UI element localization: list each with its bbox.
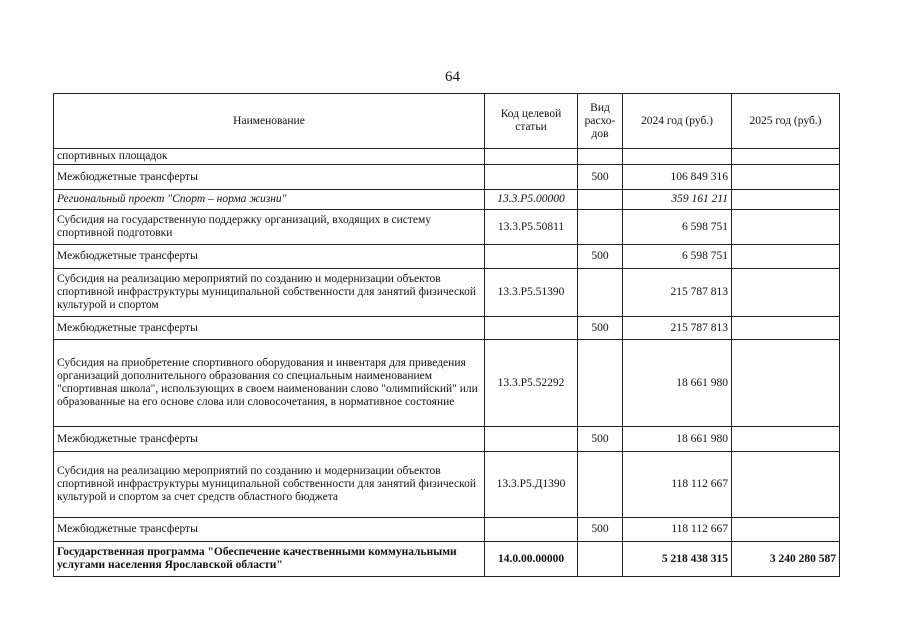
row-type-cell <box>578 149 623 165</box>
row-2025-cell <box>732 190 840 210</box>
row-2024-cell: 6 598 751 <box>623 210 732 245</box>
row-name-cell: Государственная программа "Обеспечение качественными коммунальными услугами населения Ярославской области" <box>54 542 485 577</box>
row-code-cell <box>485 317 578 340</box>
row-name-cell: спортивных площадок <box>54 149 485 165</box>
row-2024-cell: 106 849 316 <box>623 165 732 190</box>
table-row <box>54 340 840 427</box>
row-2024-cell: 215 787 813 <box>623 317 732 340</box>
row-2025-cell <box>732 427 840 452</box>
row-name-cell: Межбюджетные трансферты <box>54 245 485 269</box>
row-2024-cell: 359 161 211 <box>623 190 732 210</box>
table-row <box>54 269 840 317</box>
row-type-cell <box>578 210 623 245</box>
row-code-cell <box>485 427 578 452</box>
row-code-cell: 13.3.Р5.52292 <box>485 340 578 427</box>
row-type-cell: 500 <box>578 317 623 340</box>
row-2025-cell <box>732 149 840 165</box>
row-2024-cell: 18 661 980 <box>623 427 732 452</box>
table-header-row <box>54 94 840 149</box>
row-code-cell <box>485 165 578 190</box>
row-2025-cell <box>732 518 840 542</box>
page-number: 64 <box>445 69 460 85</box>
row-name-cell: Субсидия на приобретение спортивного оборудования и инвентаря для приведения организаций дополнительного образования со специальным наименованием "спортивная школа", использующих в своем наименовании слово "олимпийский" или образованные на его основе слова или словосочетания, в нормативное состояние <box>54 340 485 427</box>
row-type-cell: 500 <box>578 245 623 269</box>
row-2024-cell: 118 112 667 <box>623 518 732 542</box>
row-code-cell <box>485 245 578 269</box>
row-2025-cell <box>732 452 840 518</box>
row-type-cell: 500 <box>578 518 623 542</box>
row-2025-cell <box>732 245 840 269</box>
budget-table <box>53 93 840 577</box>
row-name-cell: Межбюджетные трансферты <box>54 165 485 190</box>
table-row <box>54 165 840 190</box>
row-type-cell <box>578 542 623 577</box>
row-2025-cell <box>732 165 840 190</box>
row-type-cell: 500 <box>578 427 623 452</box>
table-row <box>54 317 840 340</box>
table-row <box>54 190 840 210</box>
table-row <box>54 542 840 577</box>
row-2024-cell: 5 218 438 315 <box>623 542 732 577</box>
row-2025-cell <box>732 317 840 340</box>
row-type-cell: 500 <box>578 165 623 190</box>
row-name-cell: Межбюджетные трансферты <box>54 317 485 340</box>
row-2025-cell: 3 240 280 587 <box>732 542 840 577</box>
table-row <box>54 427 840 452</box>
table-row <box>54 149 840 165</box>
row-name-cell: Региональный проект "Спорт – норма жизни" <box>54 190 485 210</box>
row-2025-cell <box>732 210 840 245</box>
table-row <box>54 518 840 542</box>
row-name-cell: Межбюджетные трансферты <box>54 518 485 542</box>
row-type-cell <box>578 452 623 518</box>
row-type-cell <box>578 269 623 317</box>
row-code-cell: 13.3.Р5.00000 <box>485 190 578 210</box>
table-body <box>54 149 840 577</box>
header-name: Наименование <box>54 94 485 149</box>
row-code-cell <box>485 149 578 165</box>
row-name-cell: Субсидия на государственную поддержку организаций, входящих в систему спортивной подготовки <box>54 210 485 245</box>
row-code-cell <box>485 518 578 542</box>
row-name-cell: Межбюджетные трансферты <box>54 427 485 452</box>
row-2024-cell: 18 661 980 <box>623 340 732 427</box>
row-2025-cell <box>732 340 840 427</box>
row-code-cell: 13.3.Р5.51390 <box>485 269 578 317</box>
row-code-cell: 14.0.00.00000 <box>485 542 578 577</box>
row-name-cell: Субсидия на реализацию мероприятий по созданию и модернизации объектов спортивной инфраструктуры муниципальной собственности для занятий физической культурой и спортом <box>54 269 485 317</box>
row-type-cell <box>578 190 623 210</box>
row-code-cell: 13.3.Р5.Д1390 <box>485 452 578 518</box>
row-2025-cell <box>732 269 840 317</box>
row-type-cell <box>578 340 623 427</box>
header-type: Вид расхо-дов <box>578 94 623 149</box>
header-2025: 2025 год (руб.) <box>732 94 840 149</box>
row-2024-cell: 118 112 667 <box>623 452 732 518</box>
table-row <box>54 245 840 269</box>
row-code-cell: 13.3.Р5.50811 <box>485 210 578 245</box>
row-2024-cell: 6 598 751 <box>623 245 732 269</box>
table-row <box>54 210 840 245</box>
row-name-cell: Субсидия на реализацию мероприятий по созданию и модернизации объектов спортивной инфраструктуры муниципальной собственности для занятий физической культурой и спортом за счет средств областного бюджета <box>54 452 485 518</box>
header-code: Код целевой статьи <box>485 94 578 149</box>
table-row <box>54 452 840 518</box>
header-2024: 2024 год (руб.) <box>623 94 732 149</box>
row-2024-cell: 215 787 813 <box>623 269 732 317</box>
row-2024-cell <box>623 149 732 165</box>
